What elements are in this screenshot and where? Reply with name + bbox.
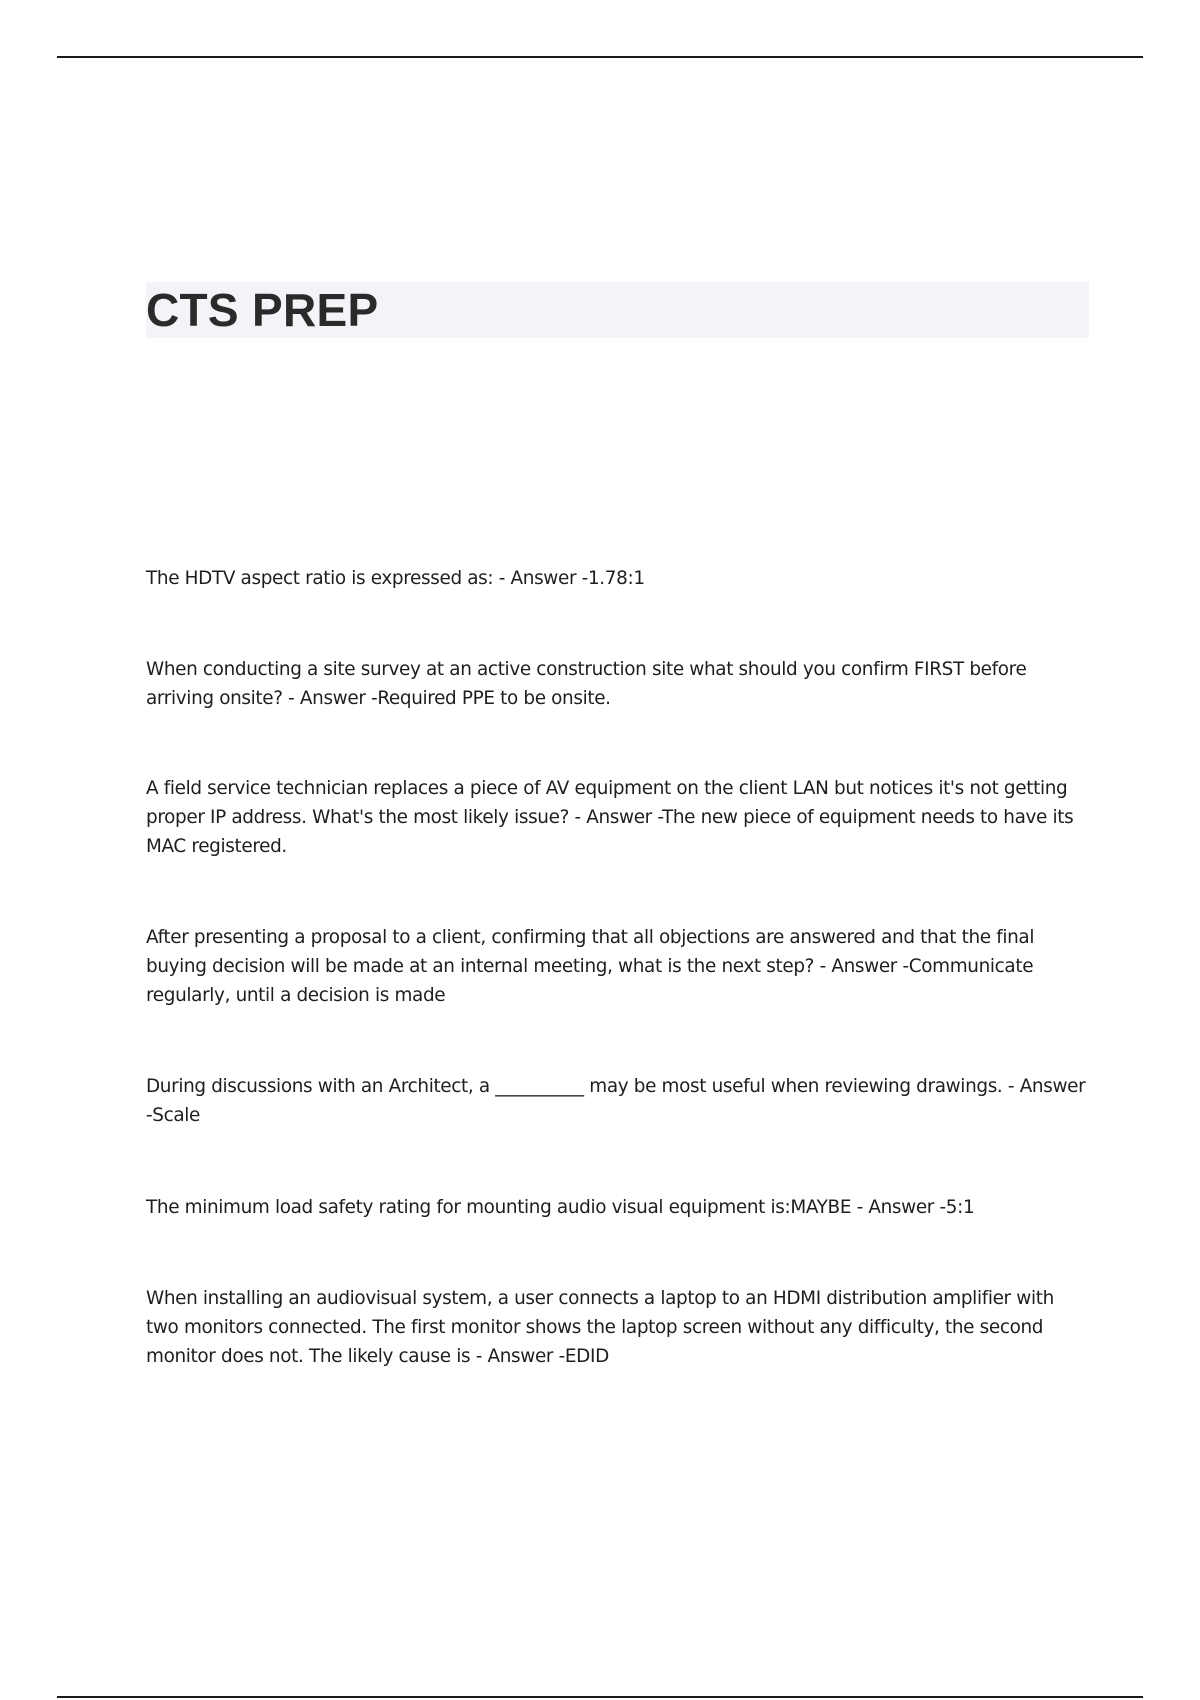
footer-rule [57, 1696, 1143, 1698]
qa-item-2: When conducting a site survey at an active construction site what should you confirm FIRST before arriving onsite? - Answer -Required PPE to be onsite. [146, 659, 1027, 709]
qa-item-1: The HDTV aspect ratio is expressed as: - Answer -1.78:1 [146, 568, 645, 589]
page-title: CTS PREP [146, 284, 379, 336]
qa-item-6: The minimum load safety rating for mounting audio visual equipment is:MAYBE - Answer -5:1 [146, 1197, 975, 1218]
qa-item-3: A field service technician replaces a piece of AV equipment on the client LAN but notices it's not getting proper IP address. What's the most likely issue? - Answer -The new piece of equipment needs to have its MAC registered. [146, 778, 1074, 857]
qa-item-4: After presenting a proposal to a client, confirming that all objections are answered and that the final buying decision will be made at an internal meeting, what is the next step? - Answer -Communicate regularly, until a decision is made [146, 927, 1035, 1006]
header-rule [57, 56, 1143, 58]
qa-item-5: During discussions with an Architect, a __________ may be most useful when reviewing drawings. - Answer -Scale [146, 1076, 1086, 1126]
qa-item-7: When installing an audiovisual system, a user connects a laptop to an HDMI distribution amplifier with two monitors connected. The first monitor shows the laptop screen without any difficulty, the second monitor does not. The likely cause is - Answer -EDID [146, 1288, 1054, 1367]
